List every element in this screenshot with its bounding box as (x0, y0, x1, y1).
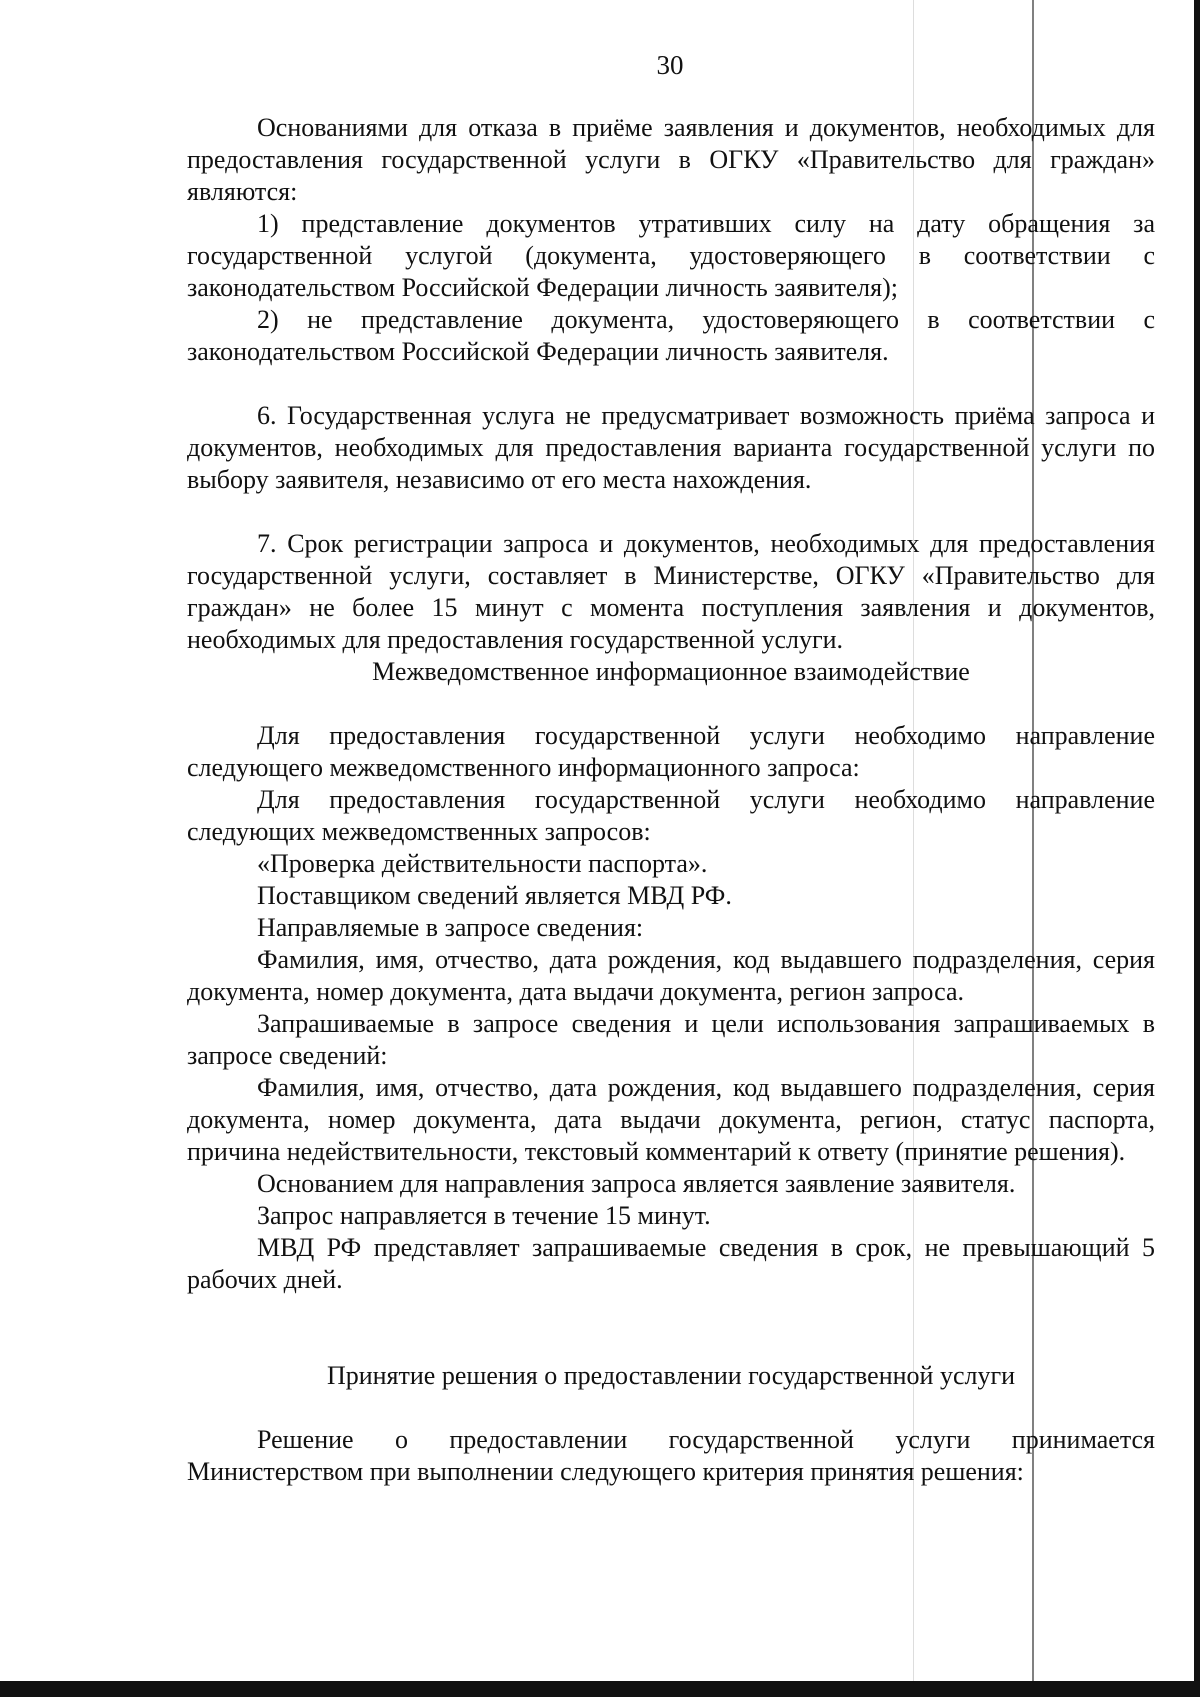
paragraph-item-2: 2) не представление документа, удостоверяющего в соответствии с законодательством Российской Федерации личность заявителя. (187, 305, 1155, 366)
paragraph-section-6: 6. Государственная услуга не предусматривает возможность приёма запроса и документов, необходимых для предоставления варианта государственной услуги по выбору заявителя, независимо от его места нахождения. (187, 401, 1155, 494)
heading-interagency: Межведомственное информационное взаимодействие (372, 657, 970, 686)
document-body (187, 112, 1155, 1488)
paragraph-item-1: 1) представление документов утративших силу на дату обращения за государственной услугой (документа, удостоверяющего в соответствии с законодательством Российской Федерации личность заявителя); (187, 209, 1155, 302)
paragraph-requested-data: Фамилия, имя, отчество, дата рождения, код выдавшего подразделения, серия документа, номер документа, дата выдачи документа, регион, статус паспорта, причина недействительности, текстовый комментарий к ответу (принятие решения). (187, 1073, 1155, 1166)
paragraph-interagency-request: Для предоставления государственной услуги необходимо направление следующего межведомственного информационного запроса: (187, 721, 1155, 782)
paragraph-sent-data-label: Направляемые в запросе сведения: (257, 913, 644, 942)
paragraph-sent-data: Фамилия, имя, отчество, дата рождения, код выдавшего подразделения, серия документа, номер документа, дата выдачи документа, регион запроса. (187, 945, 1155, 1006)
scan-right-edge (1194, 0, 1200, 1697)
paragraph-response-time: МВД РФ представляет запрашиваемые сведения в срок, не превышающий 5 рабочих дней. (187, 1233, 1155, 1294)
paragraph-request-basis: Основанием для направления запроса является заявление заявителя. (257, 1169, 1016, 1198)
paragraph-interagency-requests: Для предоставления государственной услуги необходимо направление следующих межведомственных запросов: (187, 785, 1155, 846)
paragraph-section-7: 7. Срок регистрации запроса и документов, необходимых для предоставления государственной услуги, составляет в Министерстве, ОГКУ «Правительство для граждан» не более 15 минут с момента поступления заявления и документов, необходимых для предоставления государственной услуги. (187, 529, 1155, 654)
paragraph-request-time: Запрос направляется в течение 15 минут. (257, 1201, 711, 1230)
paragraph-decision: Решение о предоставлении государственной услуги принимается Министерством при выполнении следующего критерия принятия решения: (187, 1425, 1155, 1486)
scan-bottom-edge (0, 1681, 1200, 1697)
paragraph-refusal-grounds: Основаниями для отказа в приёме заявления и документов, необходимых для предоставления государственной услуги в ОГКУ «Правительство для граждан» являются: (187, 113, 1155, 206)
heading-decision: Принятие решения о предоставлении государственной услуги (326, 1361, 1016, 1390)
paragraph-requested-data-label: Запрашиваемые в запросе сведения и цели использования запрашиваемых в запросе сведений: (187, 1009, 1155, 1070)
paragraph-passport-check: «Проверка действительности паспорта». (257, 849, 708, 878)
page-number: 30 (656, 50, 684, 80)
paragraph-provider: Поставщиком сведений является МВД РФ. (257, 881, 732, 910)
